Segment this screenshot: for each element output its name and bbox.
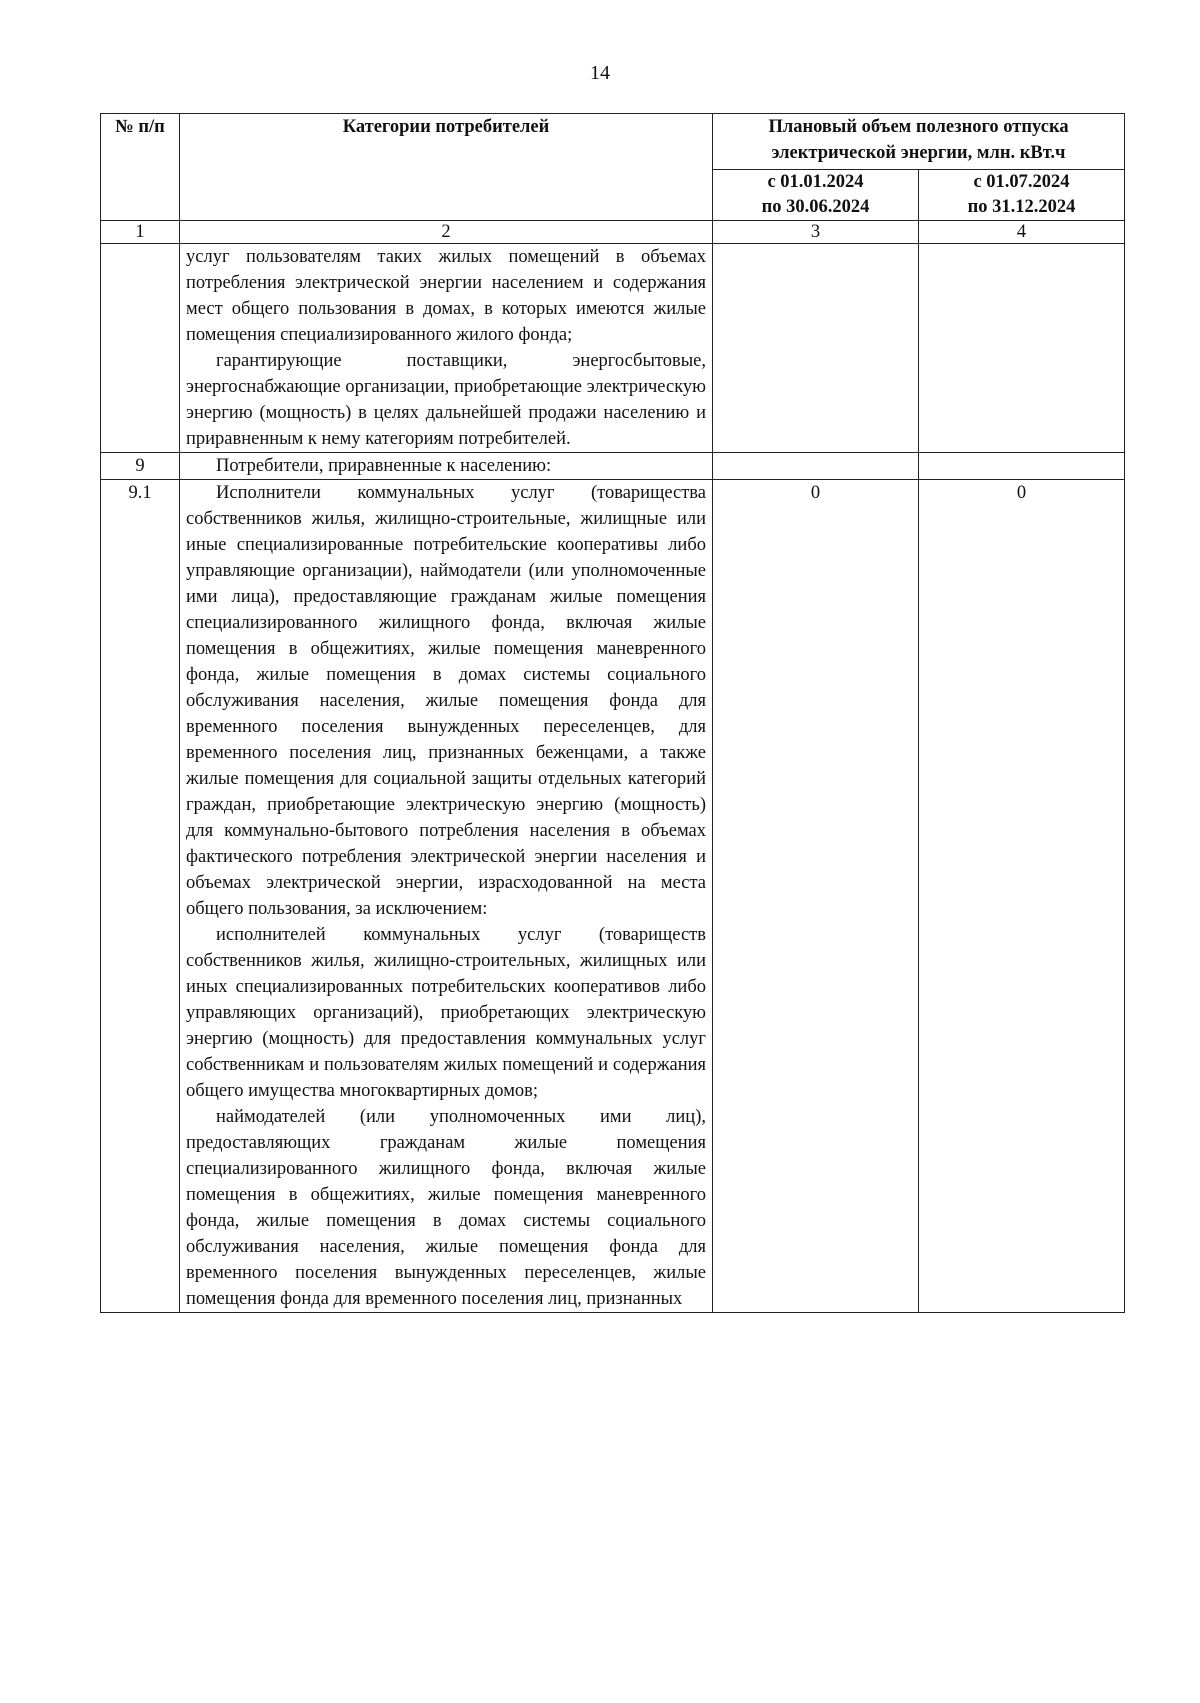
table-row-9-1 (101, 480, 1125, 1313)
paragraph: гарантирующие поставщики, энергосбытовые, энергоснабжающие организации, приобретающие электрическую энергию (мощность) в целях дальнейшей продажи населению и приравненным к нему категориям потребителей. (186, 351, 706, 449)
table-row-9 (101, 453, 1125, 480)
row-value-1 (713, 244, 919, 453)
row-number (101, 244, 180, 453)
column-number-row (101, 221, 1125, 244)
row-value-2 (919, 453, 1125, 480)
row-category-text (180, 480, 713, 1313)
header-col-num: № п/п (101, 114, 180, 221)
paragraph: услуг пользователям таких жилых помещений в объемах потребления электрической энергии населением и содержания мест общего пользования в домах, в которых имеются жилые помещения специализированного жилого фонда; (186, 247, 706, 345)
header-period-1 (713, 170, 919, 221)
row-value-1 (713, 453, 919, 480)
row-value-2: 0 (919, 480, 1125, 1313)
row-number: 9 (101, 453, 180, 480)
page-number: 14 (590, 62, 610, 84)
row-number: 9.1 (101, 480, 180, 1313)
period-1-from: с 01.01.2024 (767, 172, 864, 192)
column-number: 1 (101, 221, 180, 244)
column-number: 4 (919, 221, 1125, 244)
column-number: 3 (713, 221, 919, 244)
table-row-continuation (101, 244, 1125, 453)
paragraph: наймодателей (или уполномоченных ими лиц), предоставляющих гражданам жилые помещения специализированного жилищного фонда, включая жилые помещения в общежитиях, жилые помещения маневренного фонда, жилые помещения в домах системы социального обслуживания населения, жилые помещения фонда для временного поселения вынужденных переселенцев, жилые помещения фонда для временного поселения лиц, признанных (186, 1107, 706, 1309)
header-period-2 (919, 170, 1125, 221)
paragraph: Исполнители коммунальных услуг (товарищества собственников жилья, жилищно-строительные, жилищные или иные специализированные потребительские кооперативы либо управляющие организации), наймодатели (или уполномоченные ими лица), предоставляющие гражданам жилые помещения специализированного жилищного фонда, включая жилые помещения в общежитиях, жилые помещения маневренного фонда, жилые помещения в домах системы социального обслуживания населения, жилые помещения фонда для временного поселения вынужденных переселенцев, для временного поселения лиц, признанных беженцами, а также жилые помещения для социальной защиты отдельных категорий граждан, приобретающие электрическую энергию (мощность) для коммунально-бытового потребления населения в объемах фактического потребления электрической энергии населения и объемах электрической энергии, израсходованной на места общего пользования, за исключением: (186, 483, 706, 919)
row-value-1: 0 (713, 480, 919, 1313)
consumer-categories-table (100, 113, 1125, 1313)
paragraph: исполнителей коммунальных услуг (товариществ собственников жилья, жилищно-строительных, жилищных или иных специализированных потребительских кооперативов либо управляющих организаций), приобретающих электрическую энергию (мощность) для предоставления коммунальных услуг собственникам и пользователям жилых помещений и содержания общего имущества многоквартирных домов; (186, 925, 706, 1101)
period-2-from: с 01.07.2024 (973, 172, 1070, 192)
header-col-category: Категории потребителей (180, 114, 713, 221)
period-1-to: по 30.06.2024 (761, 197, 870, 217)
paragraph: Потребители, приравненные к населению: (216, 456, 552, 476)
row-category-text (180, 453, 713, 480)
row-category-text (180, 244, 713, 453)
period-2-to: по 31.12.2024 (967, 197, 1076, 217)
column-number: 2 (180, 221, 713, 244)
row-value-2 (919, 244, 1125, 453)
header-col-volume: Плановый объем полезного отпуска электрической энергии, млн. кВт.ч (713, 114, 1125, 170)
